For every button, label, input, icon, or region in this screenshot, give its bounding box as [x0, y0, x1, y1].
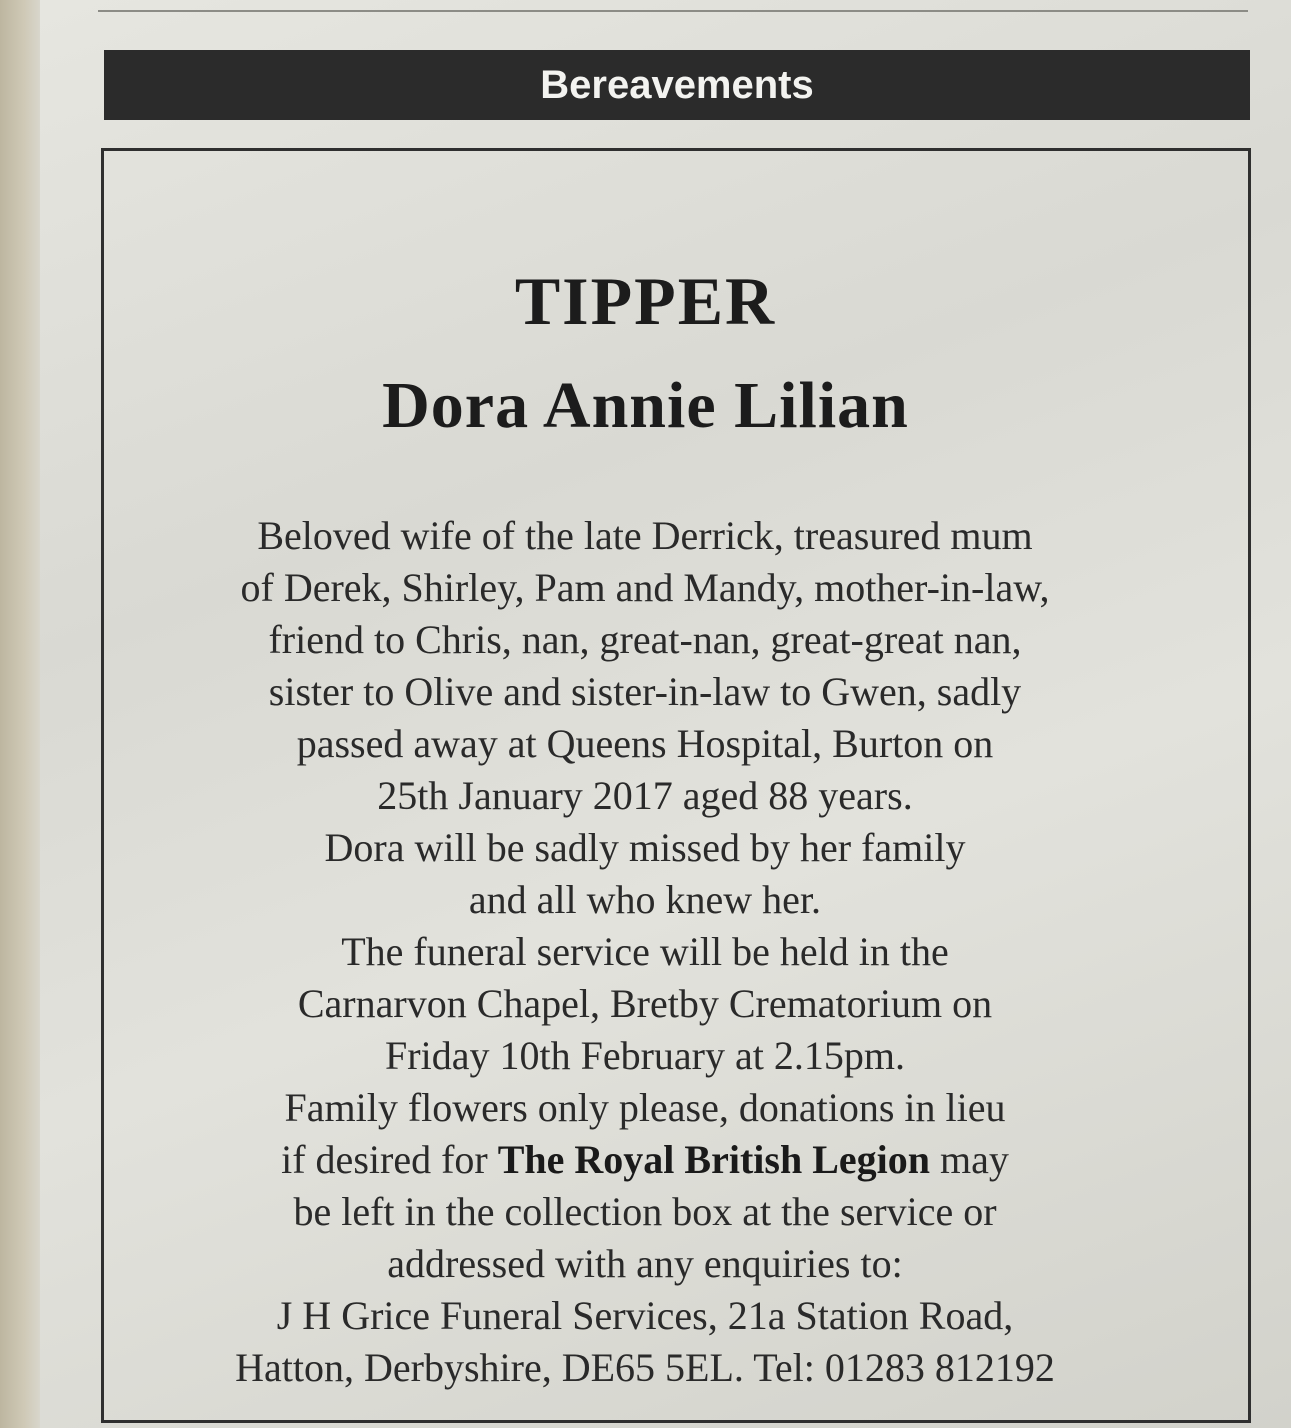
charity-line: [70, 1134, 1220, 1186]
notice-line: Beloved wife of the late Derrick, treasured mum: [257, 513, 1033, 558]
charity-line-before: if desired for: [281, 1137, 498, 1182]
top-rule: [98, 10, 1248, 12]
notice-line: Dora will be sadly missed by her family: [324, 825, 966, 870]
notice-line: Friday 10th February at 2.15pm.: [385, 1033, 905, 1078]
funeral-director-line: J H Grice Funeral Services, 21a Station Road,: [276, 1293, 1014, 1338]
notice-line: 25th January 2017 aged 88 years.: [377, 773, 913, 818]
notice-body: [70, 510, 1220, 1394]
notice-line: sister to Olive and sister-in-law to Gwen, sadly: [268, 669, 1022, 714]
notice-line: passed away at Queens Hospital, Burton on: [296, 721, 994, 766]
charity-line-after: may: [929, 1137, 1009, 1182]
notice-surname: TIPPER: [514, 263, 777, 339]
notice-line: of Derek, Shirley, Pam and Mandy, mother-in-law,: [240, 565, 1050, 610]
section-header-bar: [104, 50, 1250, 120]
address-phone-line: Hatton, Derbyshire, DE65 5EL. Tel: 01283 812192: [235, 1345, 1055, 1390]
charity-name: The Royal British Legion: [497, 1137, 930, 1182]
notice-line: friend to Chris, nan, great-nan, great-great nan,: [268, 617, 1022, 662]
notice-line: Family flowers only please, donations in lieu: [284, 1085, 1006, 1130]
notice-line: The funeral service will be held in the: [341, 929, 949, 974]
paper-edge: [0, 0, 40, 1428]
section-title: Bereavements: [540, 62, 814, 107]
notice-line: be left in the collection box at the service or: [293, 1189, 997, 1234]
notice-line: addressed with any enquiries to:: [387, 1241, 903, 1286]
notice-line: and all who knew her.: [468, 877, 822, 922]
notice-line: Carnarvon Chapel, Bretby Crematorium on: [297, 981, 993, 1026]
notice-forenames: Dora Annie Lilian: [382, 369, 909, 442]
